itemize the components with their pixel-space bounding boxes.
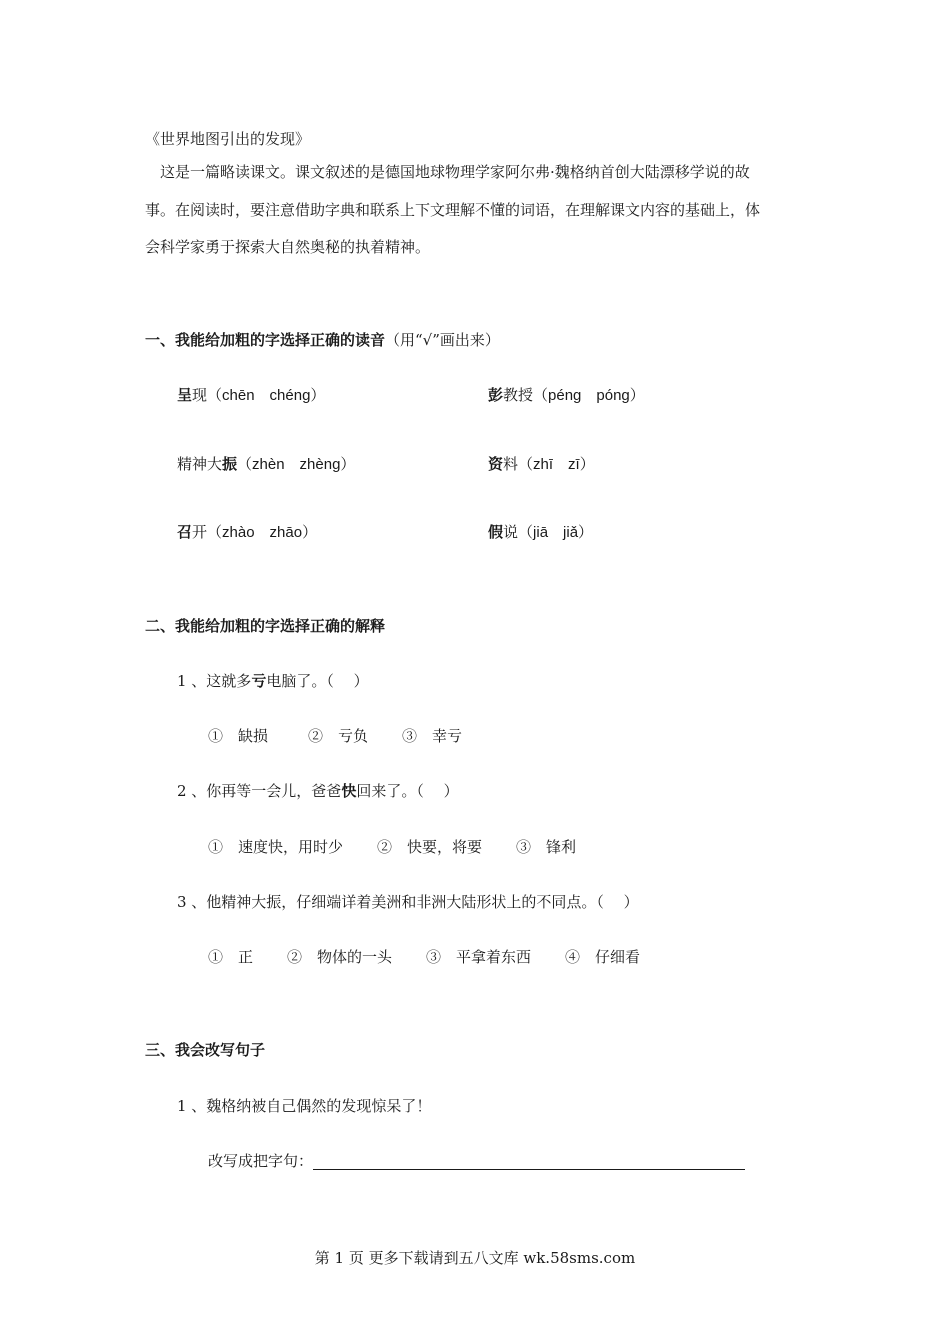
word-rest: 现 <box>192 386 208 404</box>
bold-char: 资 <box>488 455 504 473</box>
option: ② 快要，将要 <box>377 838 483 856</box>
word-rest: 料 <box>503 455 519 473</box>
section3-heading: 三、我会改写句子 <box>145 1041 266 1059</box>
option: ② 物体的一头 <box>287 948 393 966</box>
pinyin-options: （jiā jiǎ） <box>518 524 594 541</box>
bold-char: 假 <box>488 523 504 541</box>
rewrite-line <box>208 1150 745 1171</box>
word-rest: 说 <box>503 523 519 541</box>
question-1 <box>177 670 369 691</box>
rewrite-label: 改写成把字句： <box>208 1152 314 1170</box>
intro-line-1: 这是一篇略读课文。课文叙述的是德国地球物理学家阿尔弗·魏格纳首创大陆漂移学说的故 <box>160 163 750 181</box>
document-title: 《世界地图引出的发现》 <box>145 130 311 148</box>
bold-char: 快 <box>341 782 357 800</box>
word-pre: 精神大 <box>177 455 223 473</box>
pinyin-item <box>488 384 645 405</box>
pinyin-options: （zhào zhāo） <box>207 524 318 541</box>
bold-char: 呈 <box>177 386 193 404</box>
pinyin-options: （chēn chéng） <box>207 387 326 404</box>
page-footer: 第 1 页 更多下载请到五八文库 wk.58sms.com <box>314 1249 636 1267</box>
section1-heading <box>145 329 500 350</box>
word-rest: 开 <box>192 523 208 541</box>
question-2-options <box>208 836 576 857</box>
option: ④ 仔细看 <box>565 948 641 966</box>
question-2 <box>177 780 459 801</box>
pinyin-item <box>177 384 325 405</box>
intro-line-2: 事。在阅读时，要注意借助字典和联系上下文理解不懂的词语，在理解课文内容的基础上，体 <box>145 201 761 219</box>
option: ③ 平拿着东西 <box>426 948 532 966</box>
bold-char: 召 <box>177 523 193 541</box>
option: ① 速度快，用时少 <box>208 838 344 856</box>
option: ③ 锋利 <box>516 838 577 856</box>
section1-heading-bold: 一、我能给加粗的字选择正确的读音 <box>145 331 386 349</box>
question-text: 1 、这就多 <box>177 672 252 690</box>
option: ① 正 <box>208 948 254 966</box>
pinyin-options: （zhī zī） <box>518 456 595 473</box>
question-text: 电脑了。（ ） <box>266 672 369 690</box>
question-text: 回来了。（ ） <box>356 782 459 800</box>
pinyin-item <box>177 521 317 542</box>
question-1-options <box>208 725 462 746</box>
option: ③ 幸亏 <box>402 727 463 745</box>
question-3: 3 、他精神大振，仔细端详着美洲和非洲大陆形状上的不同点。（ ） <box>177 893 639 911</box>
option: ② 亏负 <box>308 727 369 745</box>
question-text: 2 、你再等一会儿，爸爸 <box>177 782 342 800</box>
section2-heading: 二、我能给加粗的字选择正确的解释 <box>145 617 386 635</box>
word-rest: 教授 <box>503 386 534 404</box>
pinyin-item <box>488 453 595 474</box>
question-3-options <box>208 946 640 967</box>
pinyin-item <box>488 521 593 542</box>
pinyin-item <box>177 453 355 474</box>
pinyin-options: （péng póng） <box>533 387 645 404</box>
section3-question-1: 1 、魏格纳被自己偶然的发现惊呆了！ <box>177 1097 432 1115</box>
option: ① 缺损 <box>208 727 269 745</box>
section1-heading-note: （用“√”画出来） <box>385 331 500 349</box>
answer-blank[interactable] <box>313 1153 745 1170</box>
bold-char: 亏 <box>251 672 267 690</box>
bold-char: 彭 <box>488 386 504 404</box>
intro-line-3: 会科学家勇于探索大自然奥秘的执着精神。 <box>145 238 431 256</box>
bold-char: 振 <box>222 455 238 473</box>
pinyin-options: （zhèn zhèng） <box>237 456 356 473</box>
